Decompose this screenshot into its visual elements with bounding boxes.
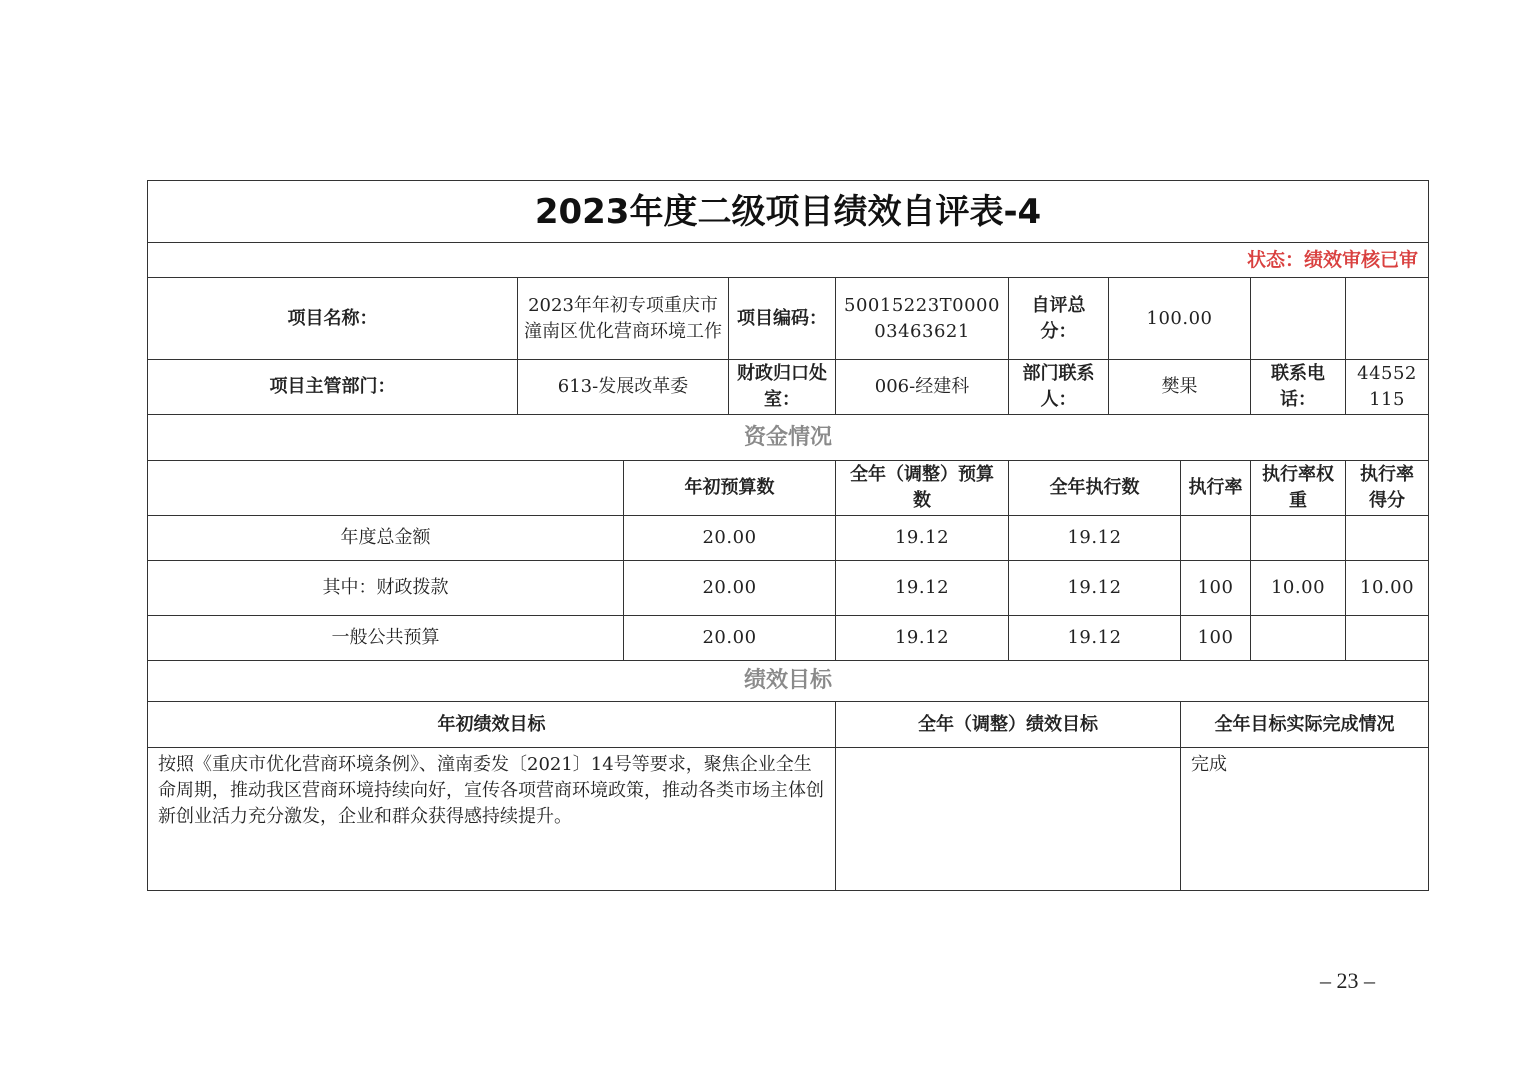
funds-row-rate: 100 (1181, 616, 1251, 661)
funds-row-weight: 10.00 (1251, 561, 1346, 616)
funds-header-adjusted: 全年（调整）预算数 (836, 461, 1009, 516)
project-code-value: 50015223T000003463621 (836, 278, 1009, 360)
contact-label: 部门联系人： (1009, 360, 1109, 415)
initial-goal-text: 按照《重庆市优化营商环境条例》、潼南委发〔2021〕14号等要求，聚焦企业全生命周期，推动我区营商环境持续向好，宣传各项营商环境政策，推动各类市场主体创新创业活力充分激发，企业和群众获得感持续提升。 (148, 748, 836, 891)
funds-row-adjusted: 19.12 (836, 516, 1009, 561)
funds-row-score: 10.00 (1346, 561, 1429, 616)
status-badge: 状态：绩效审核已审 (148, 243, 1429, 278)
dept-value: 613-发展改革委 (518, 360, 729, 415)
funds-header-rate: 执行率 (1181, 461, 1251, 516)
table-row (148, 516, 1429, 561)
goals-header-adjusted: 全年（调整）绩效目标 (836, 702, 1181, 748)
funds-row-score (1346, 516, 1429, 561)
funds-row-adjusted: 19.12 (836, 616, 1009, 661)
funds-row-executed: 19.12 (1009, 616, 1181, 661)
funds-row-weight (1251, 616, 1346, 661)
funds-row-rate (1181, 516, 1251, 561)
funds-row-label: 一般公共预算 (148, 616, 624, 661)
funds-header-executed: 全年执行数 (1009, 461, 1181, 516)
funds-row-score (1346, 616, 1429, 661)
finance-office-label: 财政归口处室： (729, 360, 836, 415)
page-number: – 23 – (1320, 968, 1375, 993)
funds-header-blank (148, 461, 624, 516)
empty-cell (1251, 278, 1346, 360)
contact-value: 樊果 (1109, 360, 1251, 415)
funds-row-adjusted: 19.12 (836, 561, 1009, 616)
funds-header-score: 执行率得分 (1346, 461, 1429, 516)
self-score-value: 100.00 (1109, 278, 1251, 360)
form-title: 2023年度二级项目绩效自评表-4 (148, 181, 1429, 243)
project-name-label: 项目名称： (148, 278, 518, 360)
self-score-label: 自评总分： (1009, 278, 1109, 360)
self-evaluation-form (147, 180, 1429, 891)
project-code-label: 项目编码： (729, 278, 836, 360)
funds-row-rate: 100 (1181, 561, 1251, 616)
funds-row-initial: 20.00 (624, 616, 836, 661)
table-row (148, 616, 1429, 661)
funds-row-executed: 19.12 (1009, 561, 1181, 616)
funds-row-weight (1251, 516, 1346, 561)
dept-label: 项目主管部门： (148, 360, 518, 415)
goals-header-completion: 全年目标实际完成情况 (1181, 702, 1429, 748)
goals-section-title: 绩效目标 (148, 661, 1429, 702)
goals-header-initial: 年初绩效目标 (148, 702, 836, 748)
finance-office-value: 006-经建科 (836, 360, 1009, 415)
funds-row-initial: 20.00 (624, 516, 836, 561)
funds-header-weight: 执行率权重 (1251, 461, 1346, 516)
phone-label: 联系电话： (1251, 360, 1346, 415)
table-row (148, 561, 1429, 616)
project-name-value: 2023年年初专项重庆市潼南区优化营商环境工作 (518, 278, 729, 360)
phone-value: 44552115 (1346, 360, 1429, 415)
completion-text: 完成 (1181, 748, 1429, 891)
funds-row-initial: 20.00 (624, 561, 836, 616)
adjusted-goal-text (836, 748, 1181, 891)
funds-section-title: 资金情况 (148, 415, 1429, 461)
funds-row-executed: 19.12 (1009, 516, 1181, 561)
funds-header-initial: 年初预算数 (624, 461, 836, 516)
funds-row-label: 其中：财政拨款 (148, 561, 624, 616)
empty-cell (1346, 278, 1429, 360)
funds-row-label: 年度总金额 (148, 516, 624, 561)
